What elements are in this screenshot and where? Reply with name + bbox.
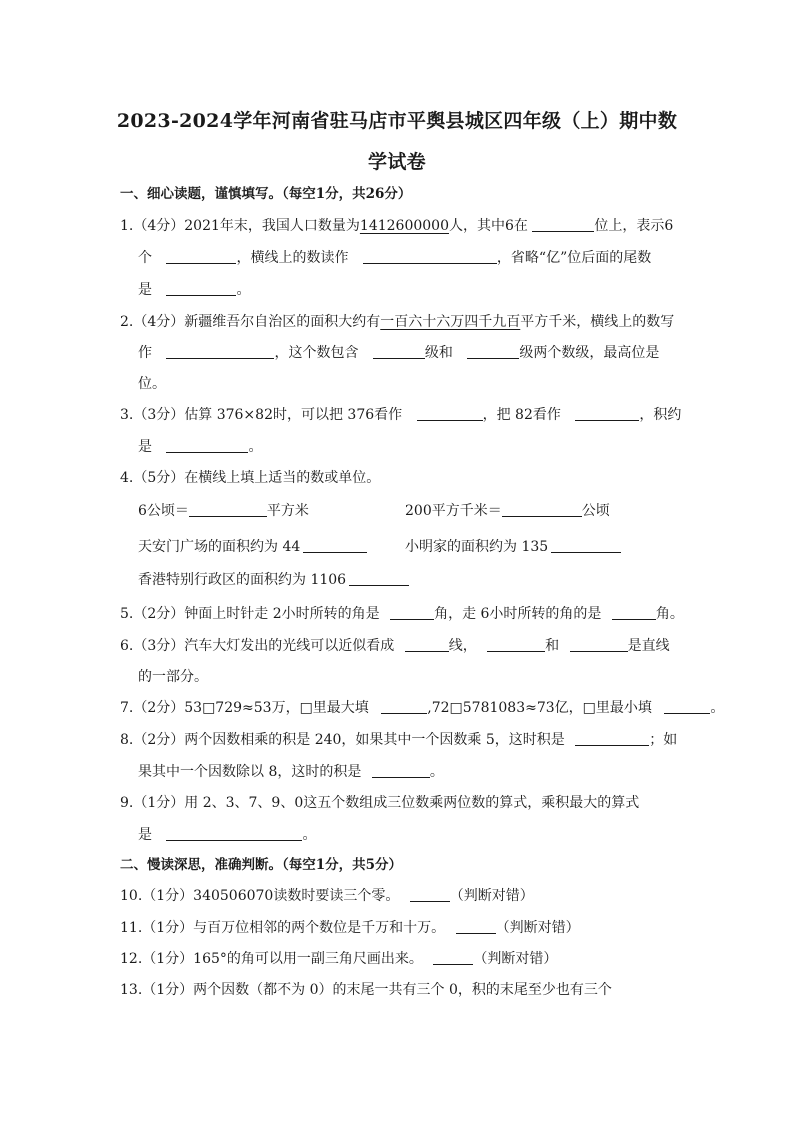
question-13: 13.（1分）两个因数（都不为 0）的末尾一共有三个 0，积的末尾至少也有三个 (120, 982, 612, 998)
question-1-line-1: 1.（4分）2021年末，我国人口数量为1412600000人，其中6在 位上，表示6 (120, 218, 674, 234)
q8-blank-1[interactable] (575, 731, 649, 746)
question-8-line-1: 8.（2分）两个因数相乘的积是 240，如果其中一个因数乘 5，这时积是 ；如 (120, 732, 678, 748)
q3-blank-1[interactable] (417, 406, 483, 421)
q7-blank-1[interactable] (381, 699, 427, 714)
question-7: 7.（2分）53□729≈53万，□里最大填 ,72□5781083≈73亿，□里最小填 。 (120, 700, 725, 716)
q5-blank-1[interactable] (390, 605, 434, 620)
question-5: 5.（2分）钟面上时针走 2小时所转的角是 角，走 6小时所转的角的是 角。 (120, 606, 684, 622)
q2-blank-2[interactable] (373, 344, 425, 359)
question-2-line-2: 作 ，这个数包含 级和 级两个数级，最高位是 (138, 345, 660, 361)
q4-blank-2[interactable] (502, 502, 582, 517)
section-2-heading: 二、慢读深思，准确判断。（每空1分，共5分） (120, 857, 403, 873)
q5-blank-2[interactable] (612, 605, 656, 620)
question-8-line-2: 果其中一个因数除以 8，这时的积是 。 (138, 764, 444, 780)
question-10: 10.（1分）340506070读数时要读三个零。 （判断对错） (120, 888, 534, 904)
q2-underlined-number: 一百六十六万四千九百 (380, 314, 521, 330)
q7-blank-2[interactable] (664, 699, 710, 714)
q4-row-1-right: 200平方千米＝ 公顷 (405, 503, 610, 519)
q11-blank[interactable] (456, 919, 496, 934)
question-3-line-2: 是 。 (138, 439, 263, 455)
question-12: 12.（1分）165°的角可以用一副三角尺画出来。 （判断对错） (120, 951, 558, 967)
q1-underlined-number: 1412600000 (359, 218, 449, 234)
question-2-line-1: 2.（4分）新疆维吾尔自治区的面积大约有一百六十六万四千九百平方千米，横线上的数写 (120, 314, 675, 330)
q4-row-3: 香港特别行政区的面积约为 1106 (138, 570, 409, 590)
q10-blank[interactable] (410, 887, 450, 902)
question-11: 11.（1分）与百万位相邻的两个数位是千万和十万。 （判断对错） (120, 920, 580, 936)
q1-blank-3[interactable] (363, 249, 497, 264)
q2-blank-1[interactable] (166, 344, 274, 359)
question-3-line-1: 3.（3分）估算 376×82时，可以把 376看作 ，把 82看作 ，积约 (120, 407, 682, 423)
q6-blank-1[interactable] (405, 637, 449, 652)
exam-title-line-2: 学试卷 (368, 151, 426, 173)
section-1-heading: 一、细心读题，谨慎填写。（每空1分，共26分） (120, 186, 412, 202)
q6-blank-3[interactable] (570, 637, 628, 652)
question-1-line-2: 个 ，横线上的数读作 ，省略“亿”位后面的尾数 (138, 250, 652, 266)
question-9-line-2: 是 。 (138, 827, 317, 843)
question-6-line-1: 6.（3分）汽车大灯发出的光线可以近似看成 线， 和 是直线 (120, 638, 670, 654)
q4-blank-4[interactable] (551, 538, 621, 553)
q3-blank-2[interactable] (575, 406, 639, 421)
q4-row-1-left: 6公顷＝ 平方米 (138, 503, 309, 519)
q8-blank-2[interactable] (372, 763, 430, 778)
q4-blank-1[interactable] (189, 502, 267, 517)
question-1-line-3: 是 。 (138, 282, 251, 298)
question-2-line-3: 位。 (138, 376, 166, 392)
q2-blank-3[interactable] (467, 344, 519, 359)
question-9-line-1: 9.（1分）用 2、3、7、9、0这五个数组成三位数乘两位数的算式，乘积最大的算式 (120, 795, 640, 811)
q3-blank-3[interactable] (166, 438, 248, 453)
q4-row-2-left: 天安门广场的面积约为 44 (138, 537, 367, 557)
question-4-intro: 4.（5分）在横线上填上适当的数或单位。 (120, 470, 381, 486)
q1-blank-2[interactable] (166, 249, 236, 264)
q4-row-2-right: 小明家的面积约为 135 (405, 537, 621, 557)
q6-blank-2[interactable] (487, 637, 545, 652)
q9-blank-1[interactable] (166, 826, 302, 841)
q12-blank[interactable] (433, 950, 473, 965)
q4-blank-3[interactable] (303, 538, 367, 553)
q1-blank-4[interactable] (166, 281, 236, 296)
question-6-line-2: 的一部分。 (138, 669, 208, 685)
exam-title-line-1: 2023-2024学年河南省驻马店市平舆县城区四年级（上）期中数 (116, 110, 678, 132)
q4-blank-5[interactable] (349, 571, 409, 586)
q1-blank-1[interactable] (532, 217, 594, 232)
